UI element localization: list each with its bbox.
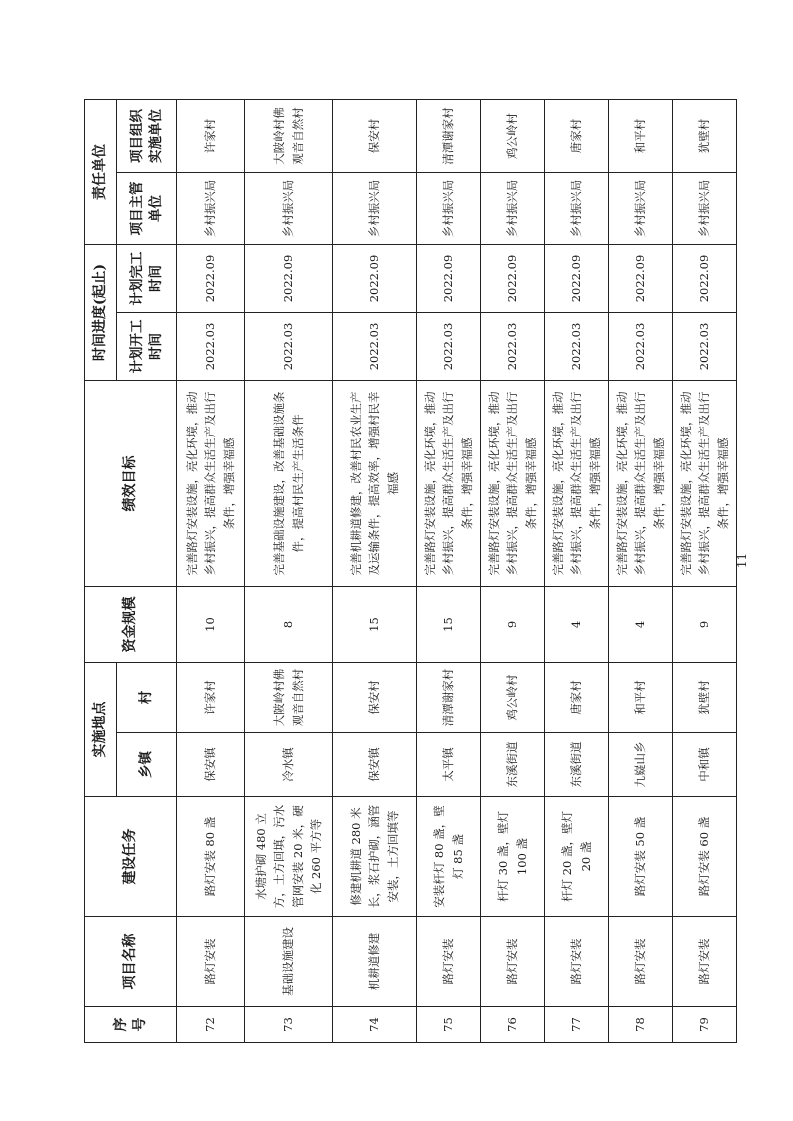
cell-task: 杆灯 30 盏，壁灯 100 盏 (481, 797, 545, 917)
cell-name: 路灯安装 (609, 917, 673, 1007)
cell-org: 保安村 (333, 100, 417, 173)
cell-task: 路灯安装 60 盏 (673, 797, 737, 917)
cell-start: 2022.03 (333, 313, 417, 381)
cell-fund: 9 (673, 587, 737, 663)
cell-goal: 完善路灯安装设施，亮化环境，推动乡村振兴，提高群众生活生产及出行条件，增强幸福感 (609, 381, 673, 587)
cell-name: 路灯安装 (481, 917, 545, 1007)
header-resp: 责任单位 (85, 100, 117, 245)
cell-name: 路灯安装 (177, 917, 245, 1007)
cell-org: 清潭谢家村 (417, 100, 481, 173)
cell-dept: 乡村振兴局 (417, 173, 481, 245)
cell-end: 2022.09 (609, 245, 673, 313)
cell-fund: 4 (609, 587, 673, 663)
cell-goal: 完善路灯安装设施，亮化环境，推动乡村振兴，提高群众生活生产及出行条件，增强幸福感 (417, 381, 481, 587)
header-end: 计划完工时间 (117, 245, 177, 313)
header-town: 乡镇 (117, 733, 177, 797)
table-row (481, 100, 545, 1043)
cell-org: 和平村 (609, 100, 673, 173)
header-seq: 序号 (85, 1007, 177, 1043)
cell-org: 许家村 (177, 100, 245, 173)
cell-goal: 完善基础设施建设，改善基础设施条件，提高村民生产生活条件 (245, 381, 333, 587)
header-start: 计划开工时间 (117, 313, 177, 381)
cell-seq: 77 (545, 1007, 609, 1043)
cell-dept: 乡村振兴局 (481, 173, 545, 245)
header-goal: 绩效目标 (85, 381, 177, 587)
cell-dept: 乡村振兴局 (245, 173, 333, 245)
cell-fund: 4 (545, 587, 609, 663)
table-row (417, 100, 481, 1043)
cell-town: 保安镇 (333, 733, 417, 797)
cell-town: 东溪街道 (545, 733, 609, 797)
cell-town: 保安镇 (177, 733, 245, 797)
project-table (84, 99, 737, 1043)
cell-org: 唐家村 (545, 100, 609, 173)
cell-name: 机耕道修建 (333, 917, 417, 1007)
cell-dept: 乡村振兴局 (609, 173, 673, 245)
cell-task: 杆灯 20 盏，壁灯 20 盏 (545, 797, 609, 917)
cell-goal: 完善机耕道修建，改善村民农业生产及运输条件，提高效率，增强村民幸福感 (333, 381, 417, 587)
cell-town: 中和镇 (673, 733, 737, 797)
cell-start: 2022.03 (177, 313, 245, 381)
cell-end: 2022.09 (333, 245, 417, 313)
cell-seq: 76 (481, 1007, 545, 1043)
cell-end: 2022.09 (177, 245, 245, 313)
cell-dept: 乡村振兴局 (673, 173, 737, 245)
cell-start: 2022.03 (417, 313, 481, 381)
header-name: 项目名称 (85, 917, 177, 1007)
cell-village: 犹壁村 (673, 663, 737, 733)
cell-name: 路灯安装 (545, 917, 609, 1007)
cell-start: 2022.03 (545, 313, 609, 381)
cell-task: 路灯安装 80 盏 (177, 797, 245, 917)
cell-goal: 完善路灯安装设施，亮化环境，推动乡村振兴，提高群众生活生产及出行条件，增强幸福感 (545, 381, 609, 587)
table-row (333, 100, 417, 1043)
cell-start: 2022.03 (481, 313, 545, 381)
cell-village: 大陂岭村佛观音自然村 (245, 663, 333, 733)
cell-village: 保安村 (333, 663, 417, 733)
cell-dept: 乡村振兴局 (545, 173, 609, 245)
cell-goal: 完善路灯安装设施，亮化环境，推动乡村振兴，提高群众生活生产及出行条件，增强幸福感 (673, 381, 737, 587)
cell-fund: 15 (417, 587, 481, 663)
cell-org: 鸡公岭村 (481, 100, 545, 173)
cell-seq: 72 (177, 1007, 245, 1043)
cell-seq: 75 (417, 1007, 481, 1043)
cell-village: 清潭谢家村 (417, 663, 481, 733)
cell-town: 冷水镇 (245, 733, 333, 797)
cell-org: 大陂岭村佛观音自然村 (245, 100, 333, 173)
cell-village: 唐家村 (545, 663, 609, 733)
cell-name: 路灯安装 (417, 917, 481, 1007)
header-village: 村 (117, 663, 177, 733)
header-dept: 项目主管单位 (117, 173, 177, 245)
cell-end: 2022.09 (545, 245, 609, 313)
cell-dept: 乡村振兴局 (333, 173, 417, 245)
table-row (545, 100, 609, 1043)
cell-goal: 完善路灯安装设施，亮化环境，推动乡村振兴，提高群众生活生产及出行条件，增强幸福感 (177, 381, 245, 587)
table-row (245, 100, 333, 1043)
header-task: 建设任务 (85, 797, 177, 917)
cell-town: 东溪街道 (481, 733, 545, 797)
cell-start: 2022.03 (673, 313, 737, 381)
cell-seq: 73 (245, 1007, 333, 1043)
cell-dept: 乡村振兴局 (177, 173, 245, 245)
cell-end: 2022.09 (417, 245, 481, 313)
page-number: 11 (735, 552, 749, 569)
cell-village: 许家村 (177, 663, 245, 733)
table-row (609, 100, 673, 1043)
header-schedule: 时间进度(起止) (85, 245, 117, 381)
cell-fund: 8 (245, 587, 333, 663)
header-fund: 资金规模 (85, 587, 177, 663)
cell-town: 九嶷山乡 (609, 733, 673, 797)
table-row (673, 100, 737, 1043)
cell-village: 和平村 (609, 663, 673, 733)
cell-name: 基础设施建设 (245, 917, 333, 1007)
cell-seq: 79 (673, 1007, 737, 1043)
cell-end: 2022.09 (673, 245, 737, 313)
cell-task: 路灯安装 50 盏 (609, 797, 673, 917)
cell-name: 路灯安装 (673, 917, 737, 1007)
cell-fund: 15 (333, 587, 417, 663)
cell-fund: 9 (481, 587, 545, 663)
cell-village: 鸡公岭村 (481, 663, 545, 733)
cell-seq: 74 (333, 1007, 417, 1043)
cell-goal: 完善路灯安装设施，亮化环境，推动乡村振兴，提高群众生活生产及出行条件，增强幸福感 (481, 381, 545, 587)
cell-end: 2022.09 (245, 245, 333, 313)
table-row (177, 100, 245, 1043)
cell-seq: 78 (609, 1007, 673, 1043)
header-location: 实施地点 (85, 663, 117, 797)
cell-task: 修建机耕道 280 米长，浆石护砌，涵管安装，土方回填等 (333, 797, 417, 917)
cell-town: 太平镇 (417, 733, 481, 797)
cell-end: 2022.09 (481, 245, 545, 313)
cell-start: 2022.03 (609, 313, 673, 381)
cell-task: 水塘护砌 480 立方，土方回填，污水管网安装 20 米，硬化 260 平方等 (245, 797, 333, 917)
cell-org: 犹壁村 (673, 100, 737, 173)
cell-fund: 10 (177, 587, 245, 663)
cell-start: 2022.03 (245, 313, 333, 381)
header-org: 项目组织实施单位 (117, 100, 177, 173)
cell-task: 安装杆灯 80 盏，壁灯 85 盏 (417, 797, 481, 917)
